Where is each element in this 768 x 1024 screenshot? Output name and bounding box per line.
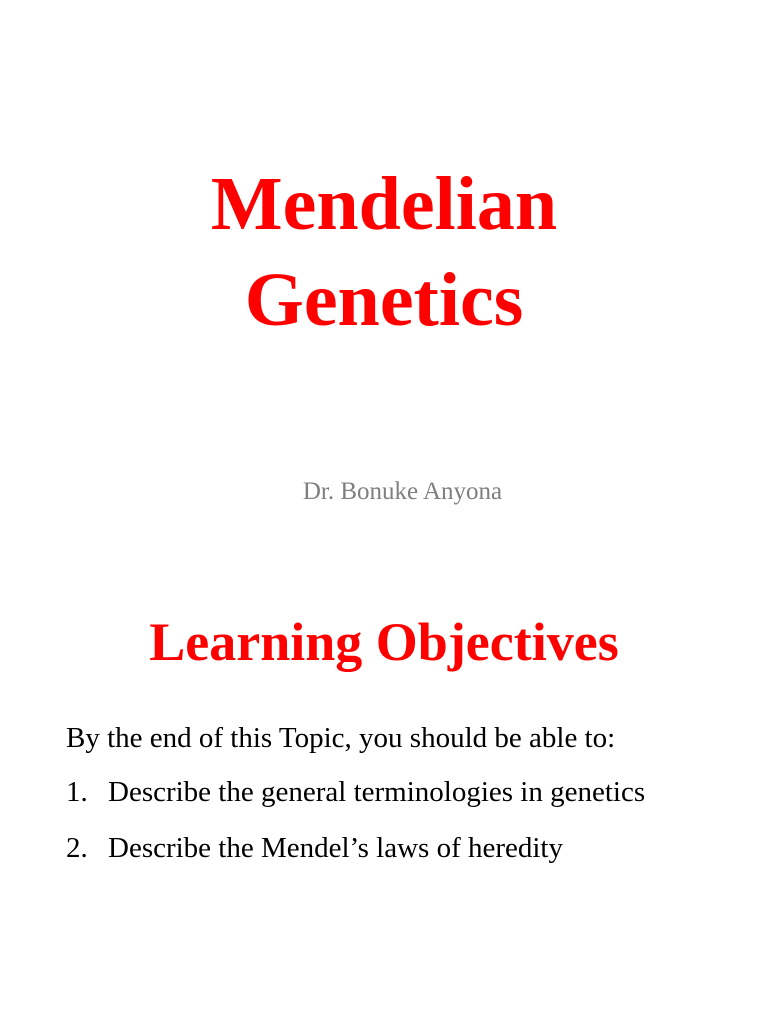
objective-number: 1. (66, 776, 88, 808)
author-name: Dr. Bonuke Anyona (302, 478, 503, 505)
objectives-heading: Learning Objectives (149, 612, 619, 672)
main-title-line-1: Mendelian (210, 162, 558, 246)
main-title-line-2: Genetics (244, 258, 524, 342)
objective-text: Describe the general terminologies in genetics (108, 776, 646, 808)
main-title (0, 156, 768, 348)
objectives-slide (0, 560, 768, 1024)
objective-text: Describe the Mendel’s laws of heredity (108, 832, 563, 864)
objective-number: 2. (66, 832, 88, 864)
objectives-intro: By the end of this Topic, you should be able to: (66, 722, 616, 754)
